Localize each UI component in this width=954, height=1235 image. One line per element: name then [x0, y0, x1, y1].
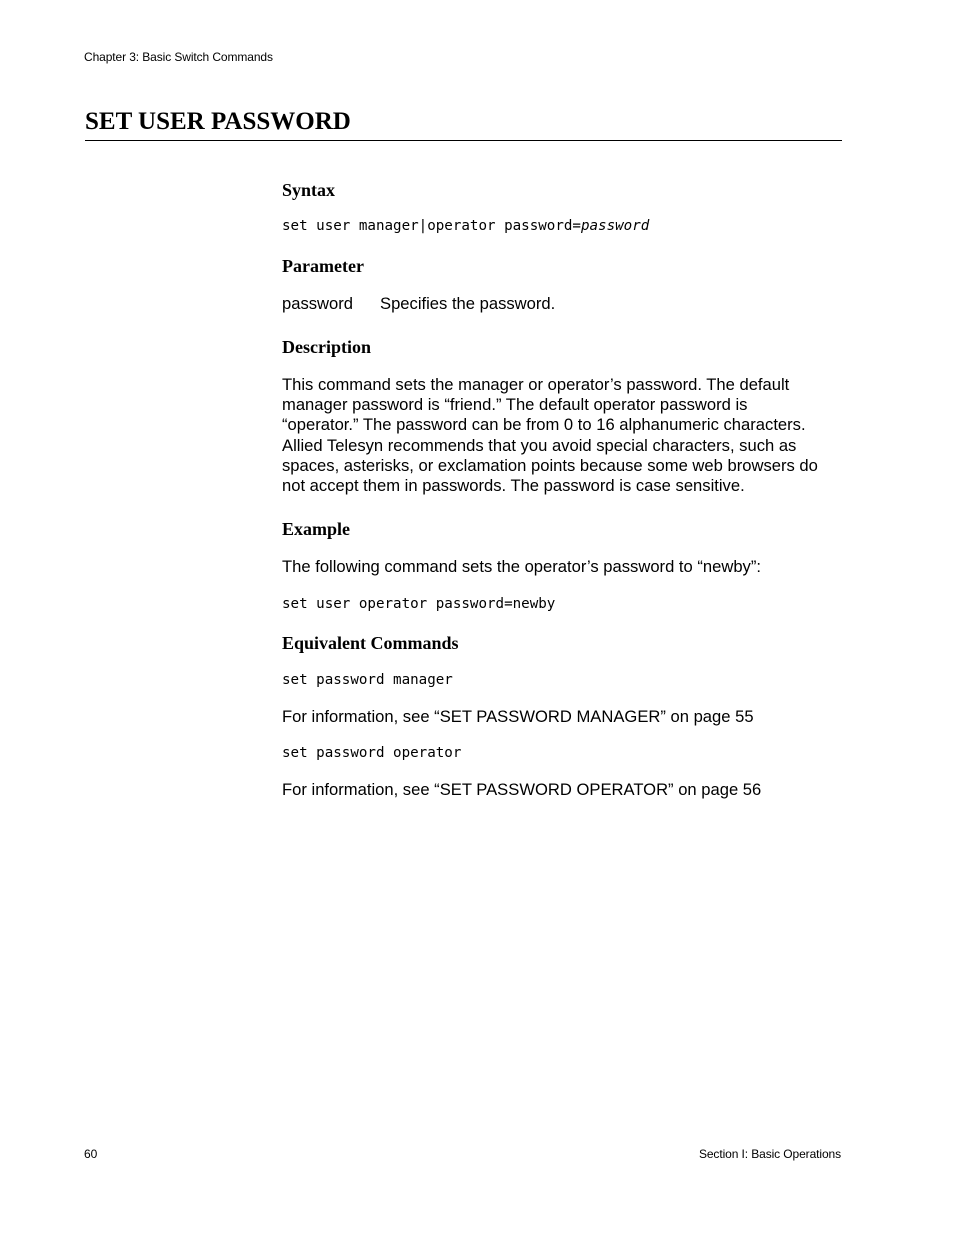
description-line: “operator.” The password can be from 0 to 16 alphanumeric characters. — [282, 415, 806, 435]
description-line: This command sets the manager or operator’s password. The default — [282, 375, 790, 394]
running-header: Chapter 3: Basic Switch Commands — [84, 50, 273, 64]
description-line: manager password is “friend.” The default operator password is — [282, 395, 748, 415]
example-text: The following command sets the operator’s password to “newby”: — [282, 557, 761, 576]
parameter-name: password — [282, 294, 354, 313]
syntax-command-text: set user manager|operator password= — [282, 218, 581, 234]
page-title: SET USER PASSWORD — [85, 108, 351, 135]
equivalent-heading: Equivalent Commands — [282, 633, 459, 653]
equivalent-reference-operator: For information, see “SET PASSWORD OPERATOR” on page 56 — [282, 780, 762, 799]
equivalent-reference-manager: For information, see “SET PASSWORD MANAGER” on page 55 — [282, 707, 754, 726]
description-line: spaces, asterisks, or exclamation points because some web browsers do — [282, 455, 818, 475]
description-line: Allied Telesyn recommends that you avoid special characters, such as — [282, 435, 797, 455]
equivalent-command-operator: set password operator — [282, 745, 462, 761]
description-heading: Description — [282, 337, 371, 357]
footer-section: Section I: Basic Operations — [698, 1147, 841, 1161]
syntax-heading: Syntax — [282, 180, 336, 200]
syntax-command — [282, 217, 649, 235]
parameter-description: Specifies the password. — [380, 294, 556, 313]
equivalent-command-manager: set password manager — [282, 672, 453, 688]
syntax-argument: password — [580, 218, 650, 234]
footer-page-number: 60 — [84, 1147, 98, 1161]
parameter-heading: Parameter — [282, 256, 364, 276]
example-command: set user operator password=newby — [282, 596, 556, 612]
title-rule — [85, 140, 842, 141]
description-line: not accept them in passwords. The password is case sensitive. — [282, 476, 745, 496]
description-paragraph — [282, 375, 842, 496]
example-heading: Example — [282, 519, 351, 539]
